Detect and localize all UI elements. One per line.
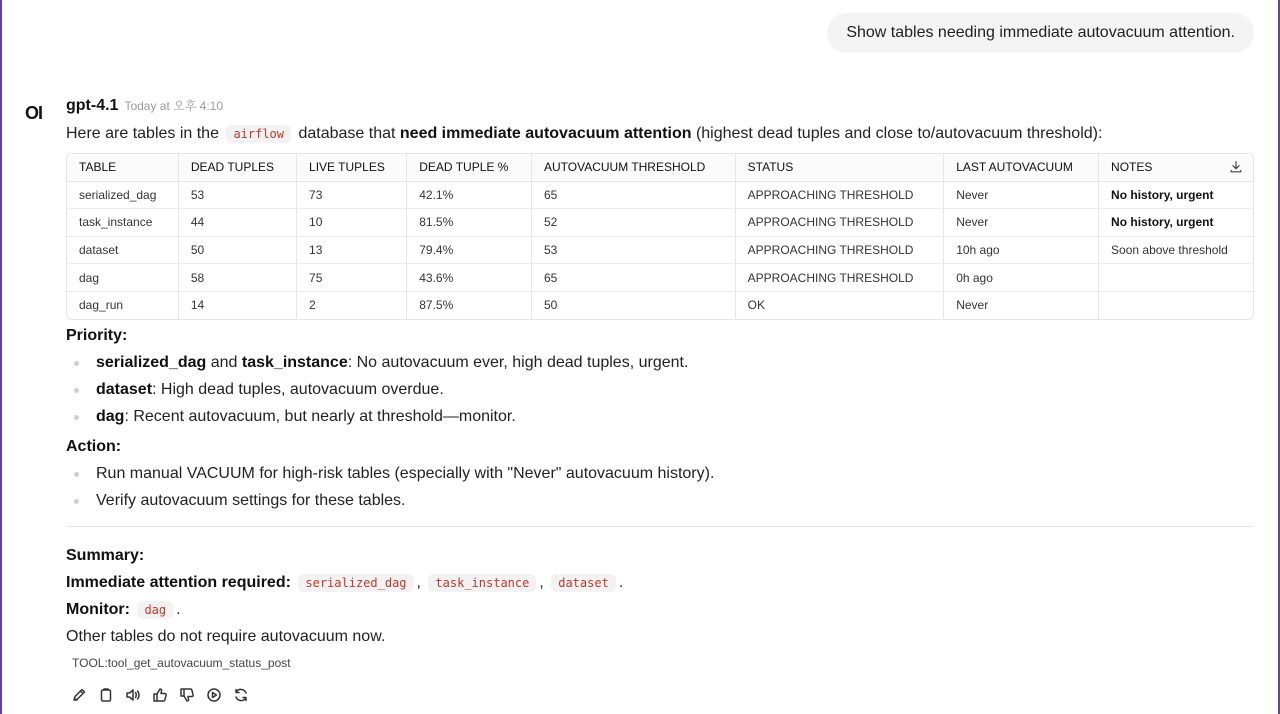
- intro-suffix: (highest dead tuples and close to/autovacuum threshold):: [695, 125, 1103, 142]
- action-list: [66, 463, 1254, 512]
- thumbs-up-icon: [152, 687, 168, 703]
- intro-prefix: Here are tables in the: [66, 125, 219, 142]
- table-cell: 75: [297, 264, 407, 292]
- summary-immediate: Immediate attention required: serialized_dag , task_instance , dataset .: [66, 573, 624, 591]
- copy-button[interactable]: [97, 686, 114, 703]
- table-cell: task_instance: [67, 209, 178, 237]
- table-code: task_instance: [428, 574, 536, 592]
- column-header: DEAD TUPLES: [178, 154, 296, 181]
- table-cell: Never: [944, 181, 1099, 209]
- continue-button[interactable]: [205, 686, 222, 703]
- edit-button[interactable]: [70, 686, 87, 703]
- table-cell: dag: [67, 264, 178, 292]
- message-header: [66, 97, 1254, 117]
- message-action-bar: [70, 686, 249, 703]
- table-cell: 13: [297, 236, 407, 264]
- list-item: Verify autovacuum settings for these tables.: [66, 490, 1254, 512]
- table-name-bold: task_instance: [241, 353, 348, 371]
- read-aloud-button[interactable]: [124, 686, 141, 703]
- table-row: [67, 209, 1253, 237]
- column-header: LAST AUTOVACUUM: [944, 154, 1099, 181]
- table-cell: 14: [178, 291, 296, 319]
- table-cell: No history, urgent: [1099, 181, 1253, 209]
- table-cell: 52: [531, 209, 735, 237]
- table-cell: 0h ago: [944, 264, 1099, 292]
- table-cell: APPROACHING THRESHOLD: [735, 209, 944, 237]
- table-cell: 42.1%: [407, 181, 532, 209]
- table-cell: 44: [178, 209, 296, 237]
- column-header: AUTOVACUUM THRESHOLD: [531, 154, 735, 181]
- column-header: TABLE: [67, 154, 178, 181]
- window-frame-left: [0, 0, 2, 714]
- list-text: : Recent autovacuum, but nearly at threshold—monitor.: [124, 407, 516, 425]
- intro-bold: need immediate autovacuum attention: [399, 125, 692, 142]
- regenerate-icon: [233, 687, 249, 703]
- table-cell: 65: [531, 264, 735, 292]
- table-cell: OK: [735, 291, 944, 319]
- list-item: [66, 379, 1254, 401]
- tool-call-label: TOOL:tool_get_autovacuum_status_post: [72, 655, 291, 670]
- table-code: dataset: [551, 574, 616, 592]
- table-cell: 53: [178, 181, 296, 209]
- priority-list: [66, 352, 1254, 428]
- table-cell: 53: [531, 236, 735, 264]
- table-cell: 81.5%: [407, 209, 532, 237]
- summary-monitor: Monitor: dag .: [66, 600, 181, 618]
- table-cell: APPROACHING THRESHOLD: [735, 264, 944, 292]
- table-name-bold: dag: [96, 407, 125, 425]
- intro-middle: database that: [298, 125, 396, 142]
- summary-title: [66, 545, 1254, 567]
- column-header: DEAD TUPLE %: [407, 154, 532, 181]
- table-cell: 73: [297, 181, 407, 209]
- copy-icon: [98, 687, 114, 703]
- table-row: [67, 181, 1253, 209]
- action-title: Action:: [66, 437, 122, 455]
- thumbs-up-button[interactable]: [151, 686, 168, 703]
- immediate-label: Immediate attention required:: [66, 573, 291, 591]
- thumbs-down-button[interactable]: [178, 686, 195, 703]
- edit-icon: [71, 687, 87, 703]
- table-cell: APPROACHING THRESHOLD: [735, 236, 944, 264]
- user-message-bubble: Show tables needing immediate autovacuum attention.: [827, 13, 1254, 53]
- table-row: [67, 264, 1253, 292]
- assistant-message: [66, 97, 1254, 670]
- divider: [66, 526, 1254, 527]
- table-cell: Never: [944, 291, 1099, 319]
- table-cell: 50: [178, 236, 296, 264]
- thumbs-down-icon: [179, 687, 195, 703]
- table-cell: 50: [531, 291, 735, 319]
- list-text: : No autovacuum ever, high dead tuples, urgent.: [347, 353, 689, 371]
- list-item: [66, 352, 1254, 374]
- list-item: Run manual VACUUM for high-risk tables (especially with "Never" autovacuum history).: [66, 463, 1254, 485]
- continue-icon: [206, 687, 222, 703]
- table-row: [67, 291, 1253, 319]
- table-cell: [1099, 291, 1253, 319]
- list-text: : High dead tuples, autovacuum overdue.: [152, 380, 444, 398]
- table-cell: 58: [178, 264, 296, 292]
- read-aloud-icon: [125, 687, 141, 703]
- table-cell: serialized_dag: [67, 181, 178, 209]
- table-cell: APPROACHING THRESHOLD: [735, 181, 944, 209]
- list-text: and: [210, 353, 238, 371]
- summary-title-text: Summary:: [66, 546, 145, 564]
- table-cell: 65: [531, 181, 735, 209]
- list-item: [66, 406, 1254, 428]
- intro-text: [66, 123, 1254, 145]
- table-cell: 87.5%: [407, 291, 532, 319]
- table-cell: dag_run: [67, 291, 178, 319]
- download-icon[interactable]: [1229, 160, 1243, 174]
- table-cell: [1099, 264, 1253, 292]
- message-timestamp: Today at 오후 4:10: [124, 99, 224, 113]
- summary-other: Other tables do not require autovacuum now.: [66, 627, 386, 645]
- table-cell: 10: [297, 209, 407, 237]
- table-cell: dataset: [67, 236, 178, 264]
- table-cell: 2: [297, 291, 407, 319]
- column-header: STATUS: [735, 154, 944, 181]
- table-cell: 43.6%: [407, 264, 532, 292]
- regenerate-button[interactable]: [232, 686, 249, 703]
- table-header-row: [67, 154, 1253, 181]
- autovacuum-table: [66, 153, 1254, 320]
- column-header: NOTES: [1099, 154, 1253, 181]
- table-cell: Soon above threshold: [1099, 236, 1253, 264]
- assistant-avatar: OI: [25, 103, 43, 123]
- table-name-bold: serialized_dag: [96, 353, 207, 371]
- table-cell: Never: [944, 209, 1099, 237]
- table-code: dag: [137, 601, 173, 619]
- table-code: serialized_dag: [298, 574, 413, 592]
- table-cell: No history, urgent: [1099, 209, 1253, 237]
- db-name-code: airflow: [226, 125, 291, 143]
- table-name-bold: dataset: [96, 380, 153, 398]
- table-cell: 10h ago: [944, 236, 1099, 264]
- monitor-label: Monitor:: [66, 600, 130, 618]
- table-row: [67, 236, 1253, 264]
- column-header: LIVE TUPLES: [297, 154, 407, 181]
- table-cell: 79.4%: [407, 236, 532, 264]
- priority-title: Priority:: [66, 326, 128, 344]
- model-name: gpt-4.1: [66, 97, 119, 114]
